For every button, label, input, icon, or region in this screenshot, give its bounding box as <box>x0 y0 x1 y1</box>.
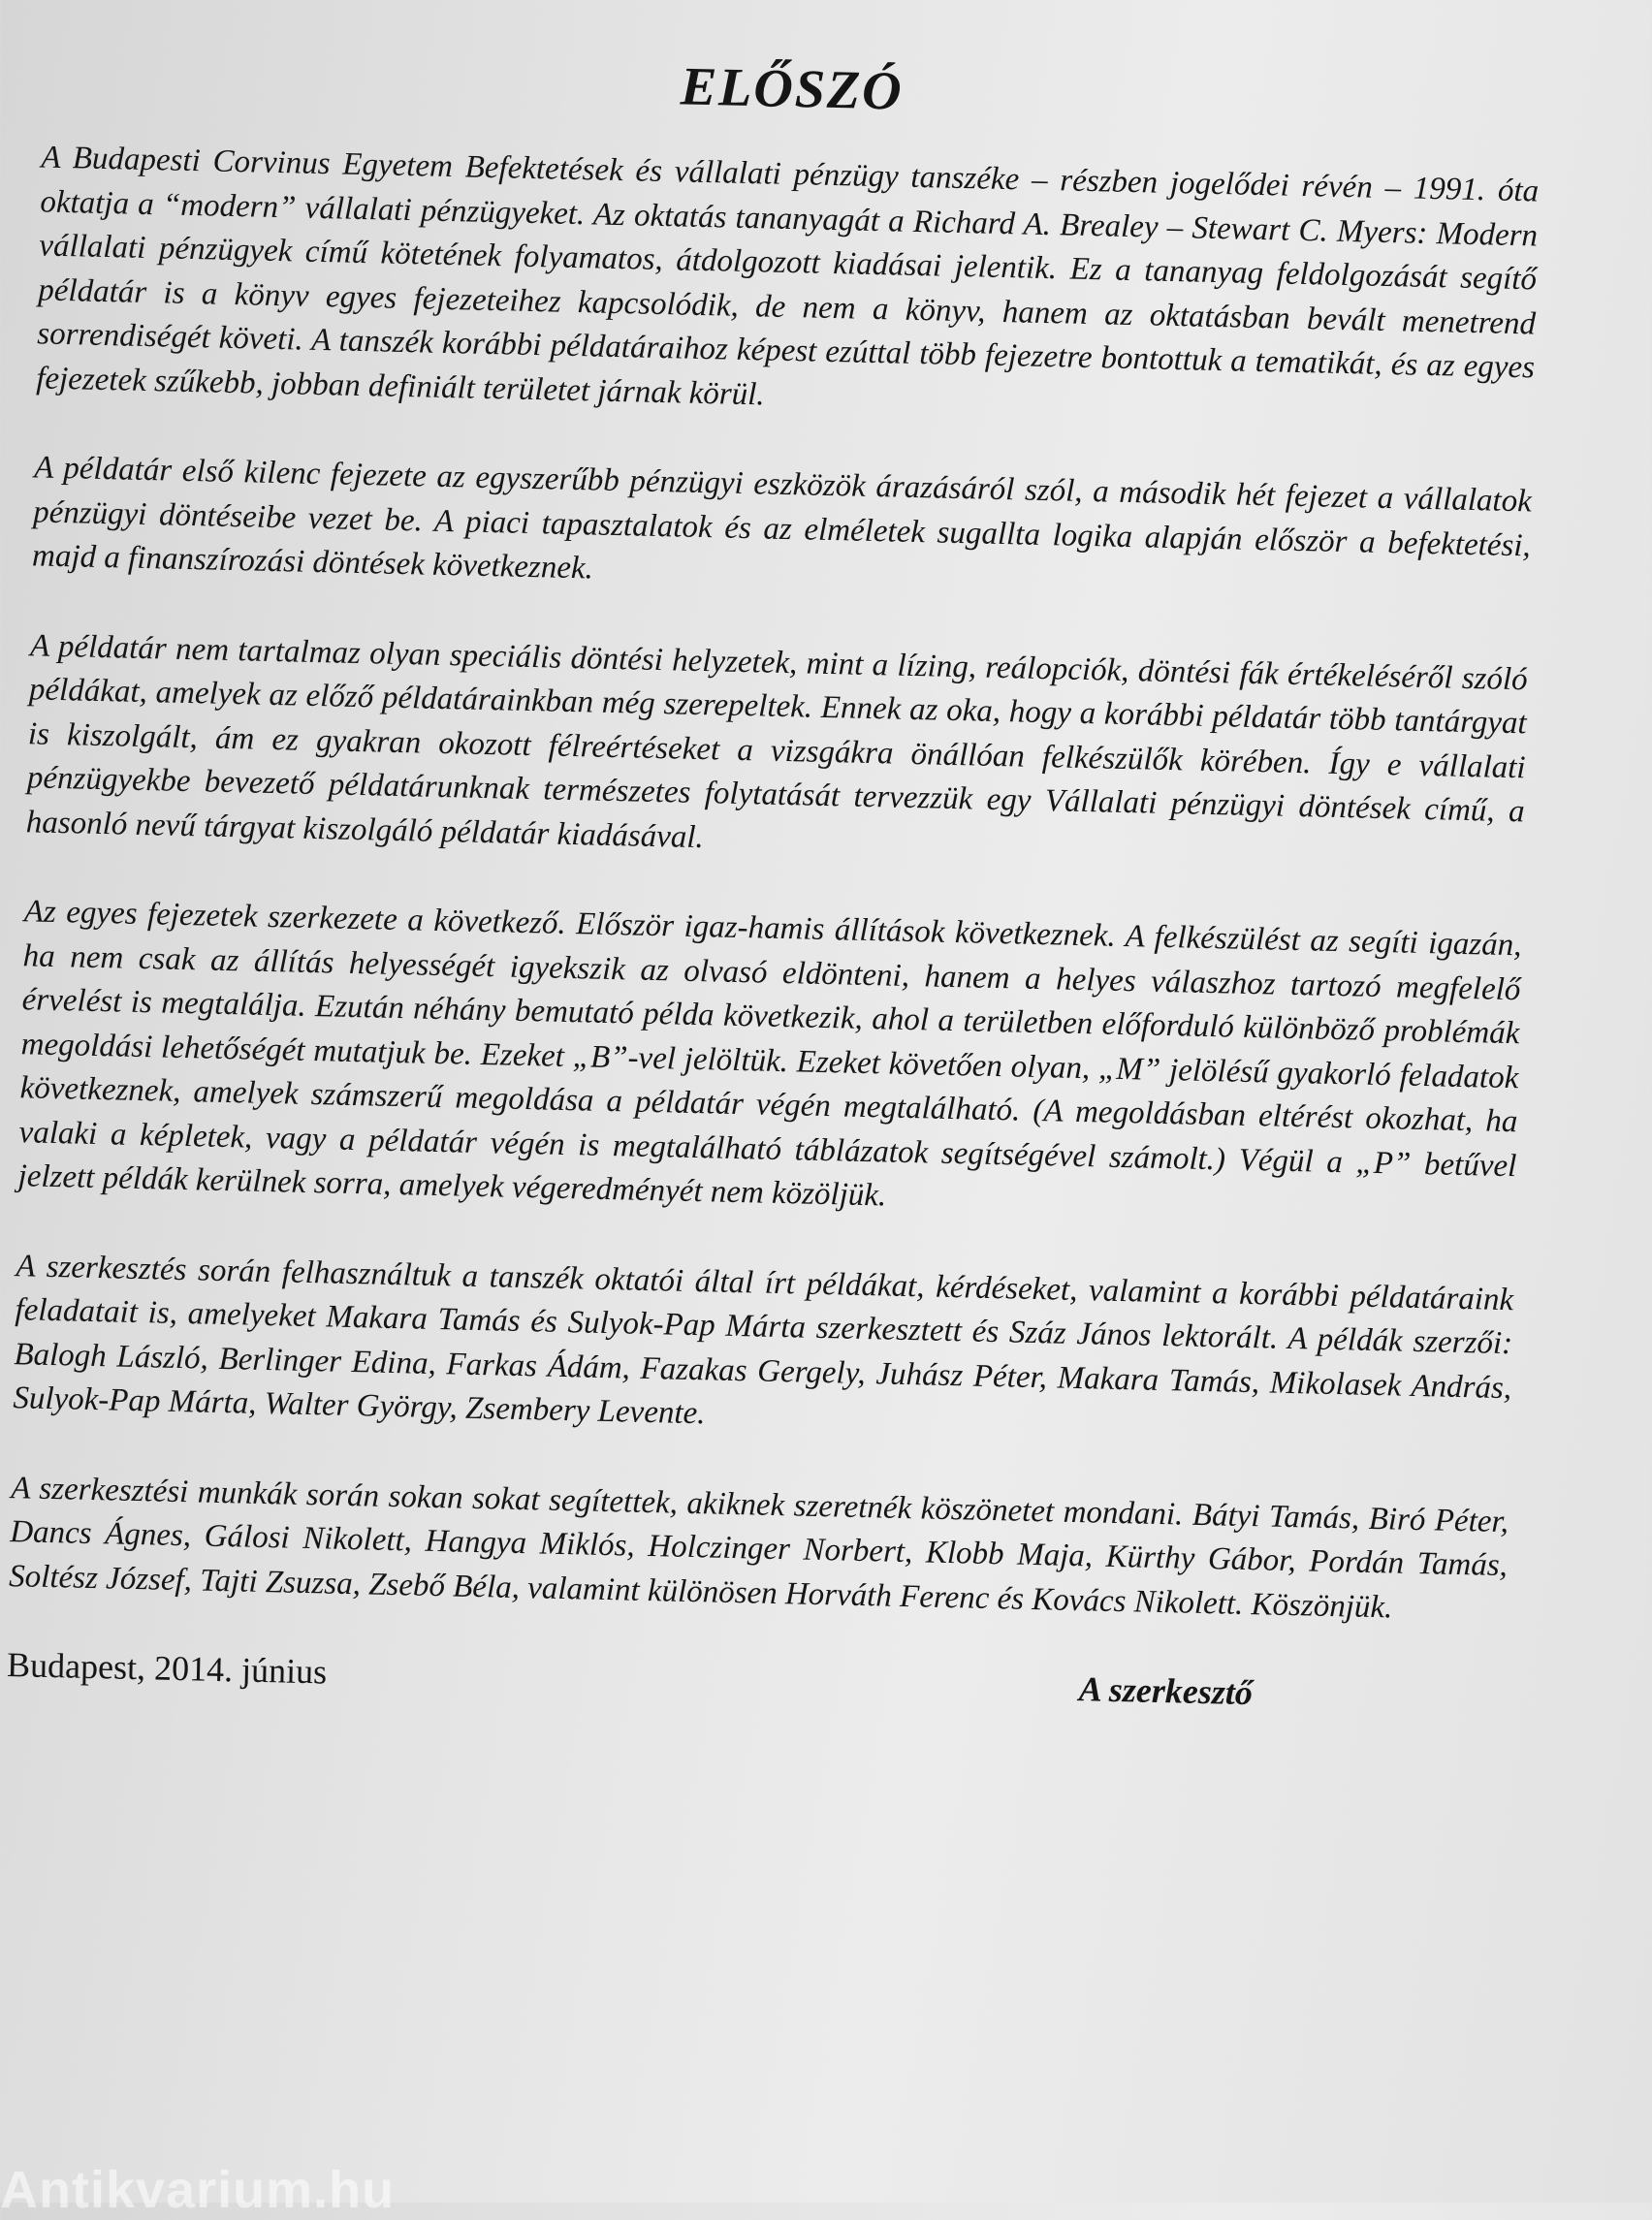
paragraph-chapter-layout: Az egyes fejezetek szerkezete a következő. Először igaz-hamis állítások következnek. A felkészülést az segíti igazán, ha nem csak az állítás helyességét igyekszik az olvasó eldönteni, hanem a helyes válaszhoz tartozó megfelelő érvelést is megtalálja. Ezután néhány bemutató példa következik, ahol a területben előforduló különböző problémák megoldási lehetőségét mutatjuk be. Ezeket „B”-vel jelöltük. Ezeket követően olyan, „M” jelölésű gyakorló feladatok következnek, amelyek számszerű megoldása a példatár végén megtalálható. (A megoldásban eltérést okozhat, ha valaki a képletek, vagy a példatár végén is megtalálható táblázatok segítségével számolt.) Végül a „P” betűvel jelzett példák kerülnek sorra, amelyek végeredményét nem közöljük. <box>17 894 1522 1214</box>
paragraph-authors: A szerkesztés során felhasználtuk a tanszék oktatói által írt példákat, kérdéseket, valamint a korábbi példatáraink feladatait is, amelyeket Makara Tamás és Sulyok-Pap Márta szerkesztett és Száz János lektorált. A példák szerzői: Balogh László, Berlinger Edina, Farkas Ádám, Fazakas Gergely, Juhász Péter, Makara Tamás, Mikolasek András, Sulyok-Pap Márta, Walter György, Zsembery Levente. <box>13 1248 1514 1432</box>
page-title: ELŐSZÓ <box>680 56 905 122</box>
paragraph-structure: A példatár első kilenc fejezete az egyszerűbb pénzügyi eszközök árazásáról szól, a második hét fejezet a vállalatok pénzügyi döntéseibe vezet be. A piaci tapasztalatok és az elméletek sugallta logika alapján először a befektetési, majd a finanszírozási döntések következnek. <box>31 450 1533 587</box>
document-page <box>0 41 1541 2149</box>
watermark-text: Antikvarium.hu <box>0 2161 396 2219</box>
closing-row <box>7 1644 1506 1719</box>
place-date: Budapest, 2014. június <box>6 1645 328 1692</box>
paragraph-scope: A példatár nem tartalmaz olyan speciális döntési helyzetek, mint a lízing, reálopciók, döntési fák értékeléséről szóló példákat, amelyek az előző példatárainkban még szerepeltek. Ennek az oka, hogy a korábbi példatár több tantárgyat is kiszolgált, ám ez gyakran okozott félreértéseket a vizsgákra önállóan felkészülők körében. Így e vállalati pénzügyekbe bevezető példatárunknak természetes folytatását tervezzük egy Vállalati pénzügyi döntések című, a hasonló nevű tárgyat kiszolgáló példatár kiadásával. <box>25 627 1529 855</box>
paragraph-acknowledgements: A szerkesztési munkák során sokan sokat segítettek, akiknek szeretnék köszönetet mondani. Bátyi Tamás, Biró Péter, Dancs Ágnes, Gálosi Nikolett, Hangya Miklós, Holczinger Norbert, Klobb Maja, Kürthy Gábor, Pordán Tamás, Soltész József, Tajti Zsuzsa, Zsebő Béla, valamint különösen Horváth Ferenc és Kovács Nikolett. Köszönjük. <box>8 1470 1509 1625</box>
paragraph-intro: A Budapesti Corvinus Egyetem Befektetések és vállalati pénzügy tanszéke – részben jogelődei révén – 1991. óta oktatja a “modern” vállalati pénzügyeket. Az oktatás tananyagát a Richard A. Brealey – Stewart C. Myers: Modern vállalati pénzügyek című kötetének folyamatos, átdolgozott kiadásai jelentik. Ez a tananyag feldolgozását segítő példatár is a könyv egyes fejezeteihez kapcsolódik, de nem a könyv, hanem az oktatásban bevált menetrend sorrendiségét követi. A tanszék korábbi példatáraihoz képest ezúttal több fejezetre bontottuk a tematikát, és az egyes fejezetek szűkebb, jobban definiált területet járnak körül. <box>35 140 1540 412</box>
editor-signature: A szerkesztő <box>1078 1669 1254 1713</box>
